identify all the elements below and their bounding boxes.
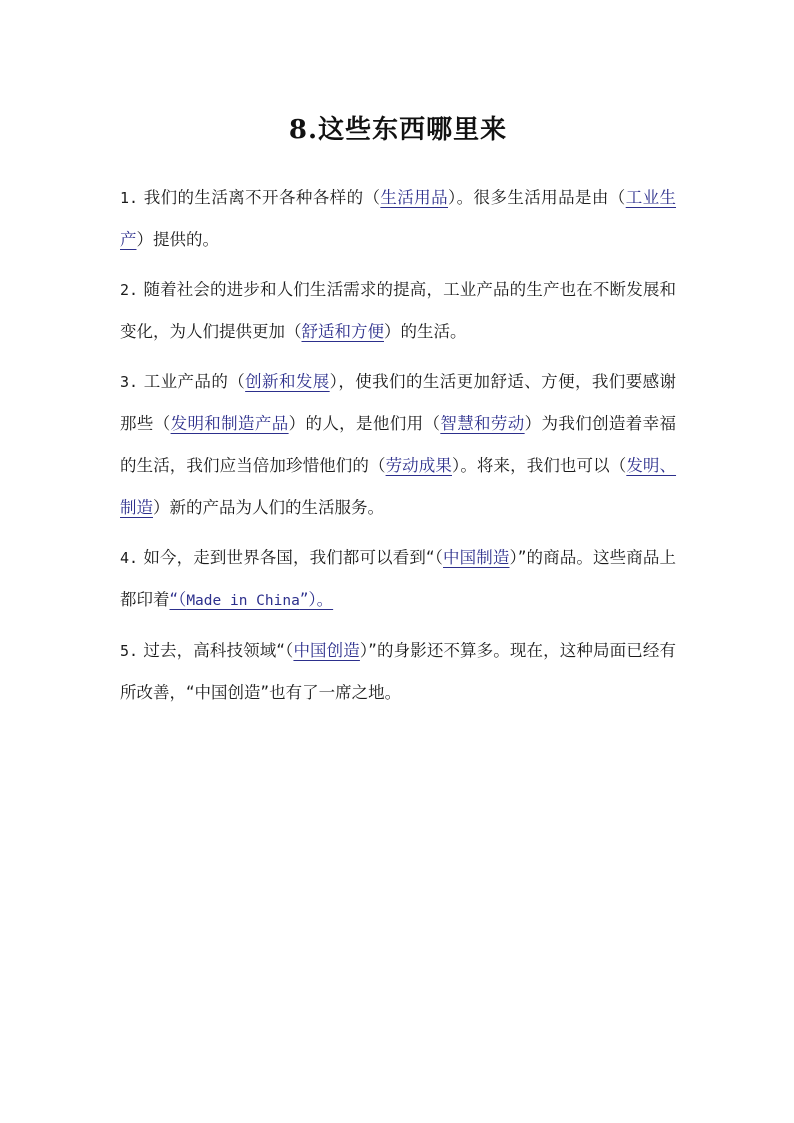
answer-blank: 舒适和方便 [301, 322, 384, 341]
item-text: 随着社会的进步和人们生活需求的提高，工业产品的生产也在不断发展和变化，为人们提供更加（ [120, 280, 676, 341]
item-text: ）的生活。 [384, 322, 467, 341]
question-item-4 [120, 537, 676, 622]
question-item-5 [120, 630, 676, 714]
question-item-2 [120, 269, 676, 353]
answer-blank-latin: Made in China [186, 593, 300, 609]
item-number: 3. [120, 373, 139, 391]
answer-blank: ”）。 [299, 590, 334, 609]
item-text: ）的人，是他们用（ [288, 414, 441, 433]
question-item-1 [120, 177, 676, 261]
item-number: 4. [120, 549, 139, 567]
item-text: ）为我们创造着幸福的生活，我们应当倍加珍惜他们的（ [120, 414, 676, 475]
item-text: ）”的身影还不算多。现在，这种局面已经有所改善，“中国创造”也有了一席之地。 [120, 641, 676, 702]
item-number: 2. [120, 281, 139, 299]
item-text: 如今，走到世界各国，我们都可以看到“（ [138, 548, 444, 567]
item-text: ）”的商品。这些商品上都印着 [120, 548, 676, 609]
item-text: ）。很多生活用品是由（ [448, 188, 626, 207]
answer-blank: 工业生产 [120, 188, 677, 249]
answer-blank: 劳动成果 [385, 456, 452, 475]
item-text: ），使我们的生活更加舒适、方便，我们要感谢那些（ [120, 372, 677, 433]
answer-blank: 智慧和劳动 [440, 414, 525, 433]
item-text: ）新的产品为人们的生活服务。 [153, 498, 384, 517]
answer-blank: 创新和发展 [245, 372, 330, 391]
answer-blank: 中国制造 [443, 548, 510, 567]
item-number: 1. [120, 189, 139, 207]
item-text: 我们的生活离不开各种各样的（ [138, 188, 381, 207]
item-text: 工业产品的（ [138, 372, 246, 391]
answer-blank: 生活用品 [380, 188, 448, 207]
item-text: 过去，高科技领域“（ [138, 641, 294, 660]
question-item-3 [120, 361, 676, 529]
answer-blank: 发明、制造 [120, 456, 677, 517]
answer-blank: “（ [169, 590, 187, 609]
page-title: 8.这些东西哪里来 [288, 115, 508, 145]
item-text: ）。将来，我们也可以（ [451, 456, 627, 475]
item-text: ）提供的。 [136, 230, 219, 249]
answer-blank: 中国创造 [293, 641, 360, 660]
item-number: 5. [120, 642, 139, 660]
answer-blank: 发明和制造产品 [170, 414, 289, 433]
question-list [120, 177, 676, 714]
